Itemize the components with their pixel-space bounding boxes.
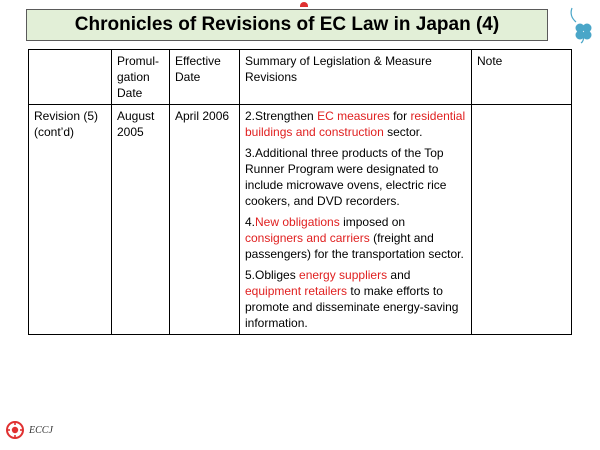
summary-cell xyxy=(240,105,472,335)
header-note: Note xyxy=(472,50,572,105)
revision-cell xyxy=(29,105,112,335)
org-name: ECCJ xyxy=(29,424,53,436)
table-row xyxy=(29,105,572,335)
header-cell-blank xyxy=(29,50,112,105)
effective-date-cell: April 2006 xyxy=(170,105,240,335)
summary-item-3: 3.Additional three products of the Top Runner Program were designated to include microwave ovens, electric rice cookers, and DVD recorders. xyxy=(245,146,447,208)
header-summary: Summary of Legislation & Measure Revisions xyxy=(240,50,472,105)
header-promulgation-date: Promul-gation Date xyxy=(112,50,170,105)
revisions-table xyxy=(28,49,572,335)
eccj-logo-icon xyxy=(6,421,24,439)
header-effective-date: Effective Date xyxy=(170,50,240,105)
footer-logo xyxy=(6,421,53,439)
summary-item-2: 2.Strengthen EC measures for residential buildings and construction sector. xyxy=(245,109,466,139)
title-accent-dot xyxy=(300,2,308,7)
clover-logo-icon xyxy=(566,6,596,44)
note-cell xyxy=(472,105,572,335)
summary-item-5: 5.Obliges energy suppliers and equipment retailers to make efforts to promote and disseminate energy-saving information. xyxy=(245,268,459,330)
revision-label: Revision (5) xyxy=(34,109,99,123)
page-title: Chronicles of Revisions of EC Law in Japan (4) xyxy=(74,14,500,35)
promulgation-date-cell: August 2005 xyxy=(112,105,170,335)
revision-sub-label: (cont’d) xyxy=(34,125,75,139)
summary-item-4: 4.New obligations imposed on consigners and carriers (freight and passengers) for the transportation sector. xyxy=(245,215,464,261)
title-bar xyxy=(26,9,548,41)
table-header-row xyxy=(29,50,572,105)
